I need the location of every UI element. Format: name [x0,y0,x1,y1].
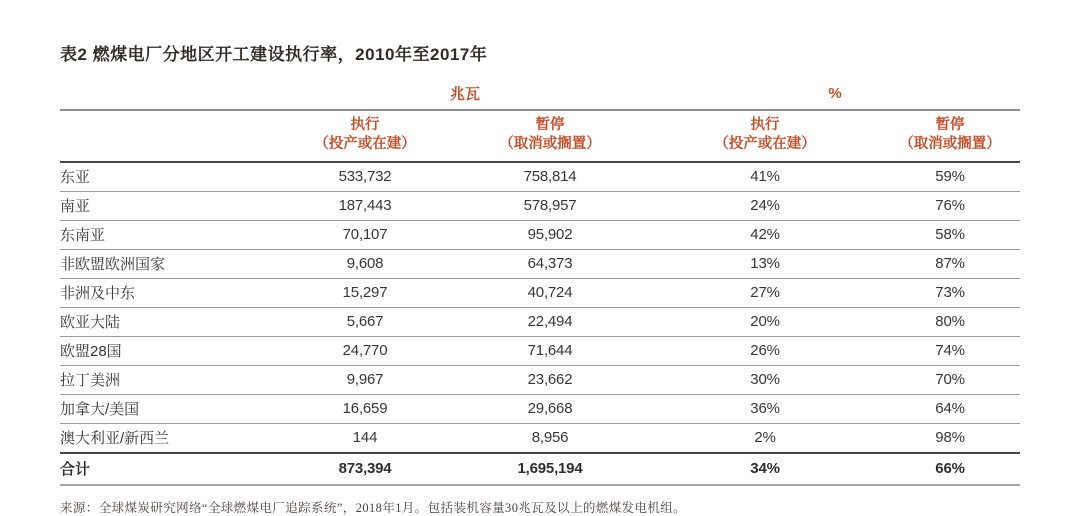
pct-shelved-cell: 76% [880,191,1020,220]
table-row-eurasia [60,307,1020,336]
column-header-line1: 暂停 [935,117,965,133]
mw-shelved-cell: 578,957 [450,191,650,220]
mw-active-cell: 533,732 [280,162,450,192]
mw-active-cell: 70,107 [280,220,450,249]
unit-group-spacer [60,83,280,110]
mw-active-cell: 15,297 [280,278,450,307]
table-row-south-asia [60,191,1020,220]
mw-active-cell: 9,608 [280,249,450,278]
pct-shelved-cell: 58% [880,220,1020,249]
pct-active-cell: 2% [650,423,880,453]
column-header-line2: （取消或搁置） [499,135,601,152]
mw-shelved-cell: 8,956 [450,423,650,453]
mw-active-cell: 9,967 [280,365,450,394]
pct-active-cell: 24% [650,191,880,220]
mw-shelved-cell: 29,668 [450,394,650,423]
column-header-line1: 执行 [750,117,780,133]
pct-shelved-cell: 80% [880,307,1020,336]
column-header-line2: （取消或搁置） [899,135,1001,152]
unit-group-row [60,83,1020,110]
region-cell: 东南亚 [60,220,280,249]
pct-shelved-cell: 64% [880,394,1020,423]
table-row-canada-us [60,394,1020,423]
column-header-row [60,110,1020,162]
table-row-australia-nz [60,423,1020,453]
column-header-pct-shelved [880,110,1020,162]
column-header-mw-shelved [450,110,650,162]
mw-shelved-cell: 40,724 [450,278,650,307]
region-cell: 欧盟28国 [60,336,280,365]
total-label-cell: 合计 [60,453,280,485]
region-cell: 加拿大/美国 [60,394,280,423]
column-header-line2: （投产或在建） [714,135,816,152]
pct-shelved-cell: 74% [880,336,1020,365]
region-cell: 非洲及中东 [60,278,280,307]
mw-active-cell: 144 [280,423,450,453]
mw-active-cell: 5,667 [280,307,450,336]
pct-active-cell: 36% [650,394,880,423]
mw-shelved-cell: 22,494 [450,307,650,336]
pct-active-cell: 41% [650,162,880,192]
mw-active-cell: 16,659 [280,394,450,423]
mw-shelved-cell: 758,814 [450,162,650,192]
table-row-southeast-asia [60,220,1020,249]
execution-rate-table [60,83,1020,486]
pct-active-cell: 13% [650,249,880,278]
mw-active-cell: 187,443 [280,191,450,220]
pct-active-cell: 20% [650,307,880,336]
total-mw-shelved-cell: 1,695,194 [450,453,650,485]
pct-active-cell: 27% [650,278,880,307]
pct-active-cell: 26% [650,336,880,365]
column-header-line1: 暂停 [535,117,565,133]
source-note: 来源：全球煤炭研究网络“全球燃煤电厂追踪系统”，2018年1月。包括装机容量30兆瓦及以上的燃煤发电机组。 [60,500,687,515]
table-row-eu28 [60,336,1020,365]
column-header-spacer [60,110,280,162]
region-cell: 澳大利亚/新西兰 [60,423,280,453]
total-pct-active-cell: 34% [650,453,880,485]
pct-shelved-cell: 70% [880,365,1020,394]
mw-shelved-cell: 71,644 [450,336,650,365]
mw-shelved-cell: 95,902 [450,220,650,249]
table-row-total [60,453,1020,485]
total-pct-shelved-cell: 66% [880,453,1020,485]
mw-shelved-cell: 64,373 [450,249,650,278]
table-row-east-asia [60,162,1020,192]
pct-shelved-cell: 73% [880,278,1020,307]
total-mw-active-cell: 873,394 [280,453,450,485]
table-row-latin-america [60,365,1020,394]
mw-active-cell: 24,770 [280,336,450,365]
pct-active-cell: 30% [650,365,880,394]
pct-shelved-cell: 87% [880,249,1020,278]
unit-group-percent: % [650,83,1020,110]
table-row-africa-middle-east [60,278,1020,307]
pct-shelved-cell: 98% [880,423,1020,453]
region-cell: 拉丁美洲 [60,365,280,394]
pct-shelved-cell: 59% [880,162,1020,192]
column-header-line1: 执行 [350,117,380,133]
region-cell: 欧亚大陆 [60,307,280,336]
table-row-non-eu-europe [60,249,1020,278]
column-header-mw-active [280,110,450,162]
region-cell: 南亚 [60,191,280,220]
unit-group-mw: 兆瓦 [280,83,650,110]
mw-shelved-cell: 23,662 [450,365,650,394]
region-cell: 非欧盟欧洲国家 [60,249,280,278]
pct-active-cell: 42% [650,220,880,249]
page-title: 表2 燃煤电厂分地区开工建设执行率，2010年至2017年 [60,45,488,64]
column-header-line2: （投产或在建） [314,135,416,152]
region-cell: 东亚 [60,162,280,192]
column-header-pct-active [650,110,880,162]
